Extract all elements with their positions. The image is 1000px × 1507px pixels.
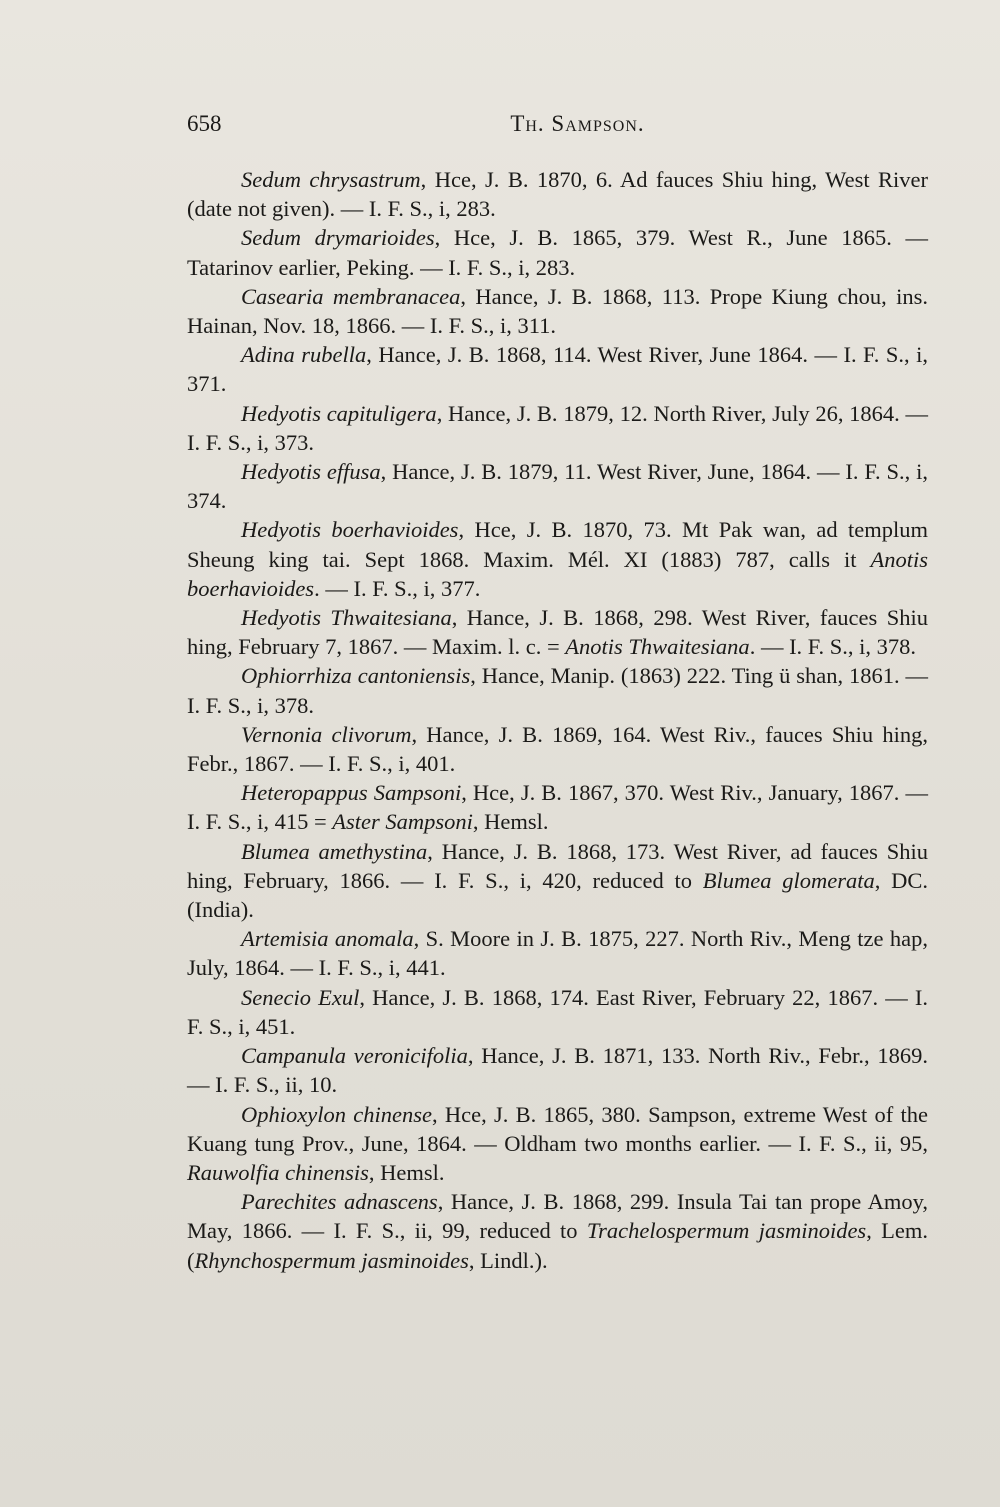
- entry-text: , Hce, J. B. 1865, 380. Sampson, extreme West of the Kuang tung Prov., June, 1864. — Oldham two months earlier. — I. F. S., ii, 95,: [187, 1101, 928, 1156]
- list-item: [187, 603, 928, 661]
- entry-text: , Hce, J. B. 1870, 73. Mt Pak wan, ad templum Sheung king tai. Sept 1868. Maxim. Mél. XI (1883) 787, calls it: [187, 517, 928, 572]
- list-item: [187, 1187, 928, 1275]
- list-item: [187, 457, 928, 515]
- entry-text-tail: , Hemsl.: [472, 809, 549, 835]
- taxon-name: Artemisia anomala: [241, 926, 414, 952]
- taxon-name: Sedum chrysastrum: [241, 167, 421, 192]
- entry-text: , Hance, J. B. 1869, 164. West Riv., fauces Shiu hing, Febr., 1867. — I. F. S., i, 401.: [187, 721, 928, 777]
- list-item: [187, 924, 928, 982]
- list-item: [187, 720, 928, 778]
- taxon-name: Senecio Exul: [241, 984, 360, 1010]
- taxon-name: Vernonia clivorum: [241, 721, 412, 747]
- synonym-name: Aster Sampsoni: [332, 809, 473, 835]
- entry-text: , Hance, Manip. (1863) 222. Ting ü shan, 1861. — I. F. S., i, 378.: [187, 663, 928, 718]
- taxon-name: Ophioxylon chinense: [241, 1101, 432, 1127]
- synonym-name: Anotis boerhavioides: [187, 546, 928, 601]
- taxon-name: Sedum drymarioides: [241, 225, 435, 251]
- synonym-name: Rauwolfia chinensis: [187, 1159, 369, 1185]
- list-item: [187, 661, 928, 719]
- list-item: [187, 837, 928, 925]
- entry-text: , Hce, J. B. 1867, 370. West Riv., January, 1867. — I. F. S., i, 415 =: [187, 780, 928, 835]
- entry-text: , Hance, J. B. 1868, 113. Prope Kiung chou, ins. Hainan, Nov. 18, 1866. — I. F. S., i, 311.: [187, 283, 928, 339]
- page-number: 658: [187, 111, 222, 136]
- entry-text-tail: , DC. (India).: [187, 867, 928, 923]
- taxon-name: Hedyotis Thwaitesiana: [241, 605, 452, 631]
- entry-text: , Hance, J. B. 1868, 174. East River, February 22, 1867. — I. F. S., i, 451.: [187, 984, 928, 1039]
- taxon-name: Heteropappus Sampsoni: [241, 780, 462, 806]
- synonym-name: Trachelospermum jasminoides: [586, 1218, 867, 1244]
- entry-text: , Hance, J. B. 1868, 298. West River, fauces Shiu hing, February 7, 1867. — Maxim. l. c. =: [187, 605, 929, 660]
- entry-text-tail: . — I. F. S., i, 377.: [314, 575, 481, 601]
- taxon-name: Campanula veronicifolia: [241, 1043, 468, 1069]
- entry-text-tail: , Hemsl.: [368, 1159, 445, 1185]
- entry-text-tail: . — I. F. S., i, 378.: [749, 634, 917, 660]
- entries-list: [187, 165, 928, 1275]
- entry-text: , Hance, J. B. 1868, 173. West River, ad fauces Shiu hing, February, 1866. — I. F. S., i, 420, reduced to: [187, 838, 928, 893]
- entry-text: , S. Moore in J. B. 1875, 227. North Riv., Meng tze hap, July, 1864. — I. F. S., i, 441.: [187, 926, 928, 981]
- entry-text: , Hce, J. B. 1870, 6. Ad fauces Shiu hing, West River (date not given). — I. F. S., i, 283.: [187, 167, 929, 222]
- list-item: [187, 340, 928, 398]
- entry-text: , Hance, J. B. 1879, 11. West River, June, 1864. — I. F. S., i, 374.: [187, 459, 928, 514]
- list-item: [187, 223, 928, 281]
- taxon-name: Hedyotis boerhavioides: [241, 517, 459, 543]
- list-item: [187, 1100, 928, 1188]
- taxon-name: Adina rubella: [241, 342, 367, 368]
- entry-text: , Hance, J. B. 1868, 299. Insula Tai tan prope Amoy, May, 1866. — I. F. S., ii, 99, reduced to: [187, 1189, 929, 1244]
- list-item: [187, 1041, 928, 1099]
- synonym-name-2: Rhynchospermum jasminoides: [194, 1247, 469, 1273]
- entry-text-end: , Lindl.).: [468, 1247, 548, 1273]
- list-item: [187, 165, 928, 223]
- list-item: [187, 778, 928, 836]
- running-head: Th. Sampson.: [510, 111, 645, 136]
- entry-text-tail: , Lem. (: [187, 1218, 929, 1273]
- list-item: [187, 399, 928, 457]
- list-item: [187, 282, 928, 340]
- list-item: [187, 515, 928, 603]
- taxon-name: Parechites adnascens: [241, 1189, 438, 1215]
- page-header: [187, 111, 928, 141]
- taxon-name: Casearia membranacea: [241, 283, 461, 309]
- entry-text: , Hce, J. B. 1865, 379. West R., June 1865. — Tatarinov earlier, Peking. — I. F. S., i, 283.: [187, 225, 928, 280]
- taxon-name: Hedyotis capituligera: [241, 400, 437, 426]
- synonym-name: Blumea glomerata: [702, 867, 875, 893]
- entry-text: , Hance, J. B. 1871, 133. North Riv., Febr., 1869. — I. F. S., ii, 10.: [187, 1043, 928, 1098]
- taxon-name: Hedyotis effusa: [241, 459, 381, 485]
- entry-text: , Hance, J. B. 1879, 12. North River, July 26, 1864. — I. F. S., i, 373.: [187, 400, 928, 455]
- synonym-name: Anotis Thwaitesiana: [565, 634, 750, 660]
- entry-text: , Hance, J. B. 1868, 114. West River, June 1864. — I. F. S., i, 371.: [187, 342, 928, 397]
- taxon-name: Ophiorrhiza cantoniensis: [241, 663, 471, 689]
- taxon-name: Blumea amethystina: [241, 838, 428, 864]
- list-item: [187, 983, 928, 1041]
